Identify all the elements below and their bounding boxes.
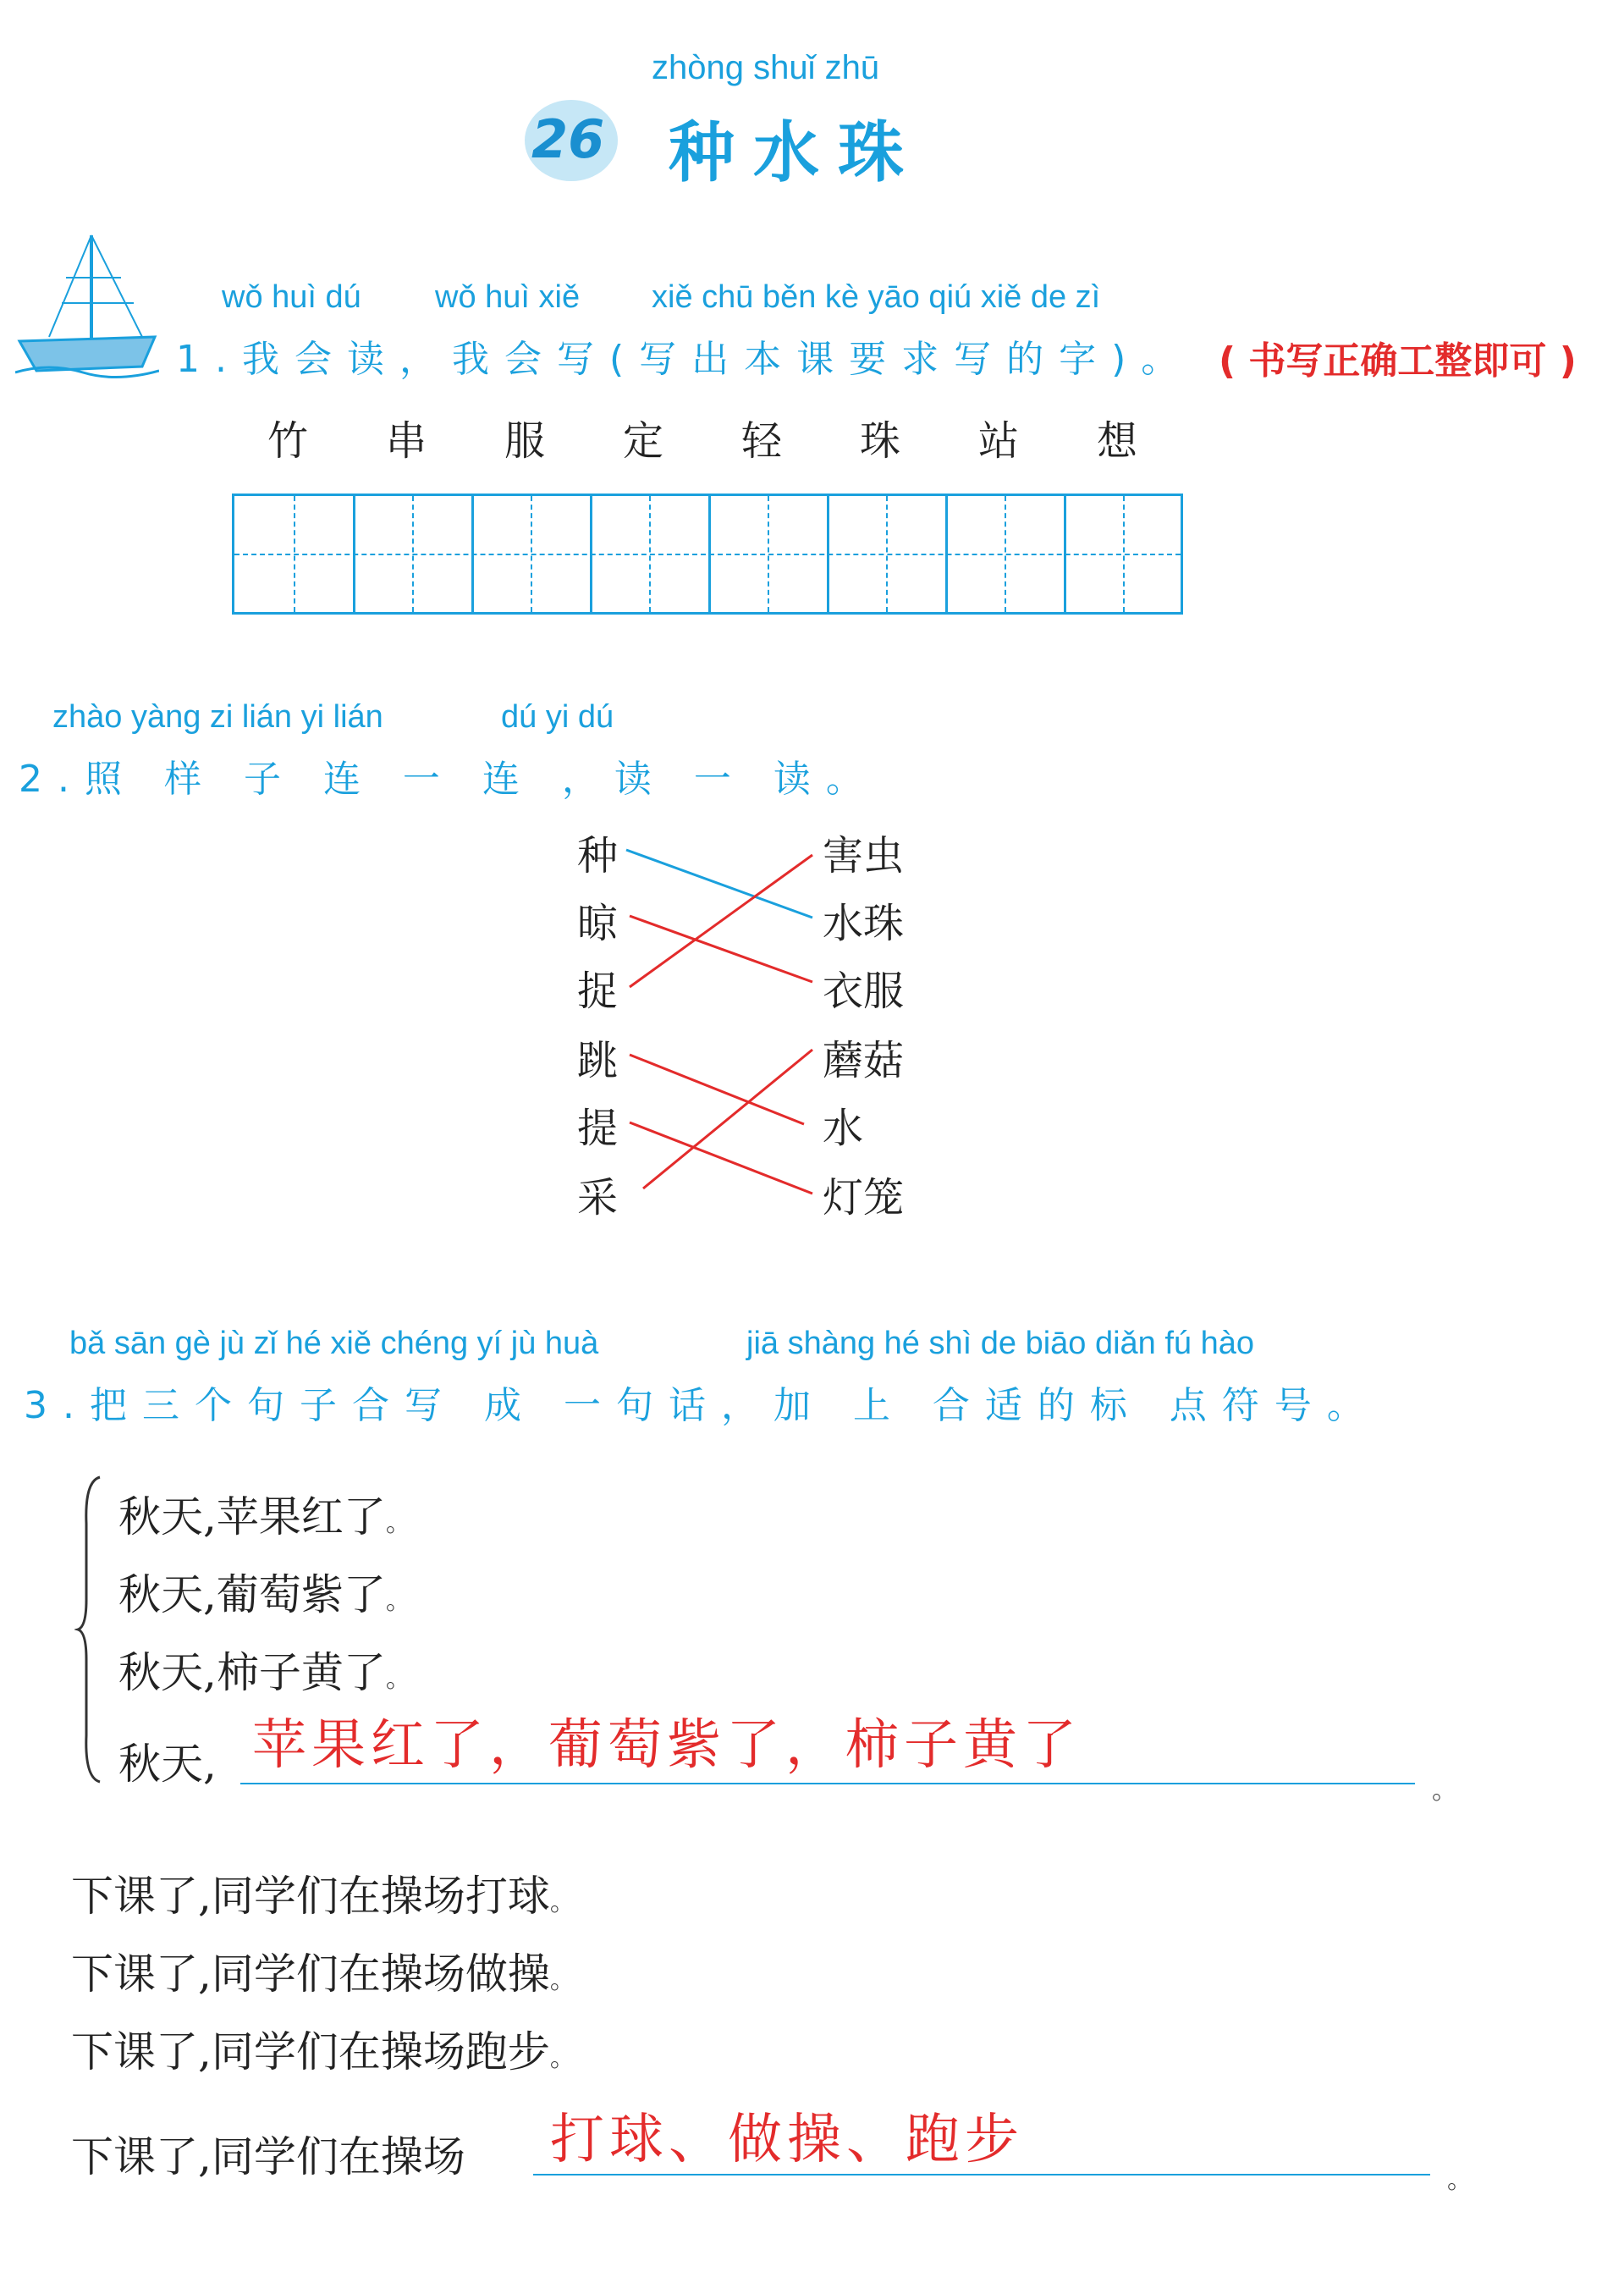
q2-right-item: 水 <box>823 1105 864 1152</box>
q2-left-item: 提 <box>577 1105 619 1152</box>
q3-answer-2[interactable]: 打球、做操、跑步 <box>550 2109 1024 2171</box>
q1-pinyin-3: xiě chū běn kè yāo qiú xiě de zì <box>652 279 1101 315</box>
q2-label: 2.照 样 子 连 一 连 ，读 一 读。 <box>19 758 878 801</box>
q3-pinyin-1: bǎ sān gè jù zǐ hé xiě chéng yí jù huà <box>69 1326 599 1361</box>
brace-icon <box>74 1473 108 1786</box>
page-title: 种水珠 <box>669 115 923 191</box>
q2-right-item: 蘑菇 <box>823 1037 905 1084</box>
q3-sentence: 下课了,同学们在操场做操。 <box>71 1949 575 1999</box>
title-pinyin: zhòng shuǐ zhū <box>652 49 880 86</box>
answer-line <box>533 2174 1430 2175</box>
q3-sentence: 秋天,葡萄紫了。 <box>118 1570 411 1619</box>
q2-right-item: 衣服 <box>823 968 905 1015</box>
q3-answer-1[interactable]: 苹果红了，葡萄紫了，柿子黄了 <box>252 1714 1082 1777</box>
period: 。 <box>1447 2165 1473 2195</box>
q1-char: 定 <box>623 417 664 465</box>
q3-answer-prefix: 下课了,同学们在操场 <box>71 2132 465 2181</box>
match-line-example <box>626 850 812 918</box>
q2-right-item: 灯笼 <box>823 1174 905 1221</box>
q3-sentence: 秋天,柿子黄了。 <box>118 1648 411 1697</box>
q2-right-item: 水珠 <box>823 900 905 947</box>
q1-pinyin-2: wǒ huì xiě <box>435 279 581 315</box>
q2-left-item: 采 <box>577 1174 619 1221</box>
match-line <box>630 1122 812 1194</box>
lesson-number: 26 <box>531 108 605 170</box>
q1-char: 轻 <box>741 417 783 465</box>
q1-char: 珠 <box>860 417 901 465</box>
q1-note: ( 书写正确工整即可 ) <box>1219 339 1577 383</box>
match-line <box>630 916 812 982</box>
q2-pinyin-2: dú yi dú <box>501 699 614 735</box>
q2-pinyin-1: zhào yàng zi lián yi lián <box>52 699 383 735</box>
q3-answer-prefix: 秋天, <box>118 1740 217 1789</box>
q3-label: 3.把三个句子合写 成 一句话，加 上 合适的标 点符号。 <box>24 1384 1379 1427</box>
q3-pinyin-2: jiā shàng hé shì de biāo diǎn fú hào <box>746 1326 1255 1361</box>
q3-sentence: 下课了,同学们在操场打球。 <box>71 1872 575 1921</box>
q2-left-item: 跳 <box>577 1037 619 1084</box>
q1-char: 站 <box>978 417 1020 465</box>
q2-left-item: 晾 <box>577 900 619 947</box>
q3-sentence: 下课了,同学们在操场跑步。 <box>71 2027 575 2076</box>
q2-left-item: 捉 <box>577 968 619 1015</box>
q1-pinyin-1: wǒ huì dú <box>222 279 361 315</box>
period: 。 <box>1432 1776 1457 1806</box>
q1-char: 服 <box>504 417 546 465</box>
match-line <box>630 1055 804 1124</box>
answer-line <box>240 1783 1415 1784</box>
q2-left-item: 种 <box>577 832 619 880</box>
match-line <box>630 855 812 987</box>
q1-char: 串 <box>386 417 427 465</box>
q3-sentence: 秋天,苹果红了。 <box>118 1492 411 1541</box>
q1-label: 1.我会读，我会写(写出本课要求写的字)。 <box>176 338 1194 381</box>
q2-right-item: 害虫 <box>823 832 905 880</box>
q1-char: 想 <box>1097 417 1138 465</box>
q1-char: 竹 <box>267 417 309 465</box>
